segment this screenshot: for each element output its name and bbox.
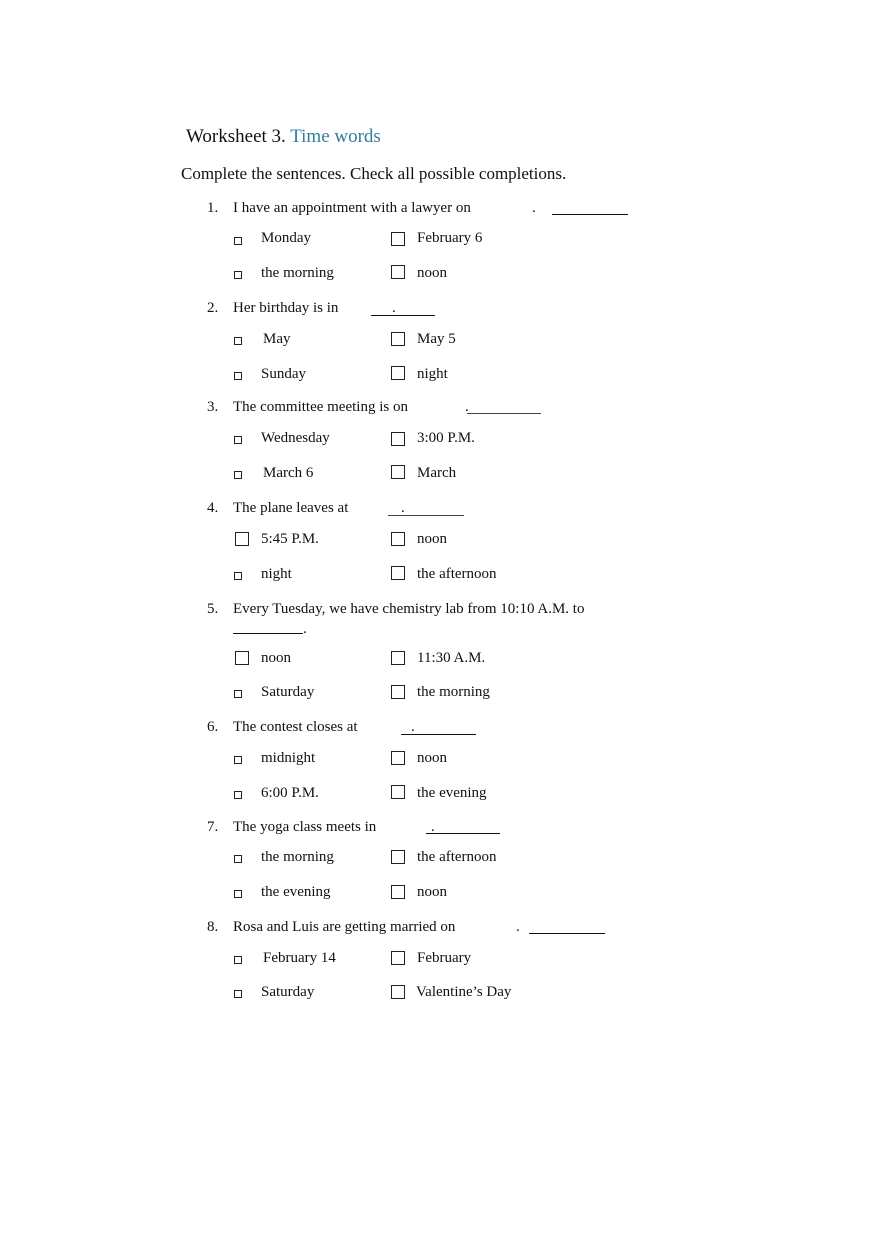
answer-blank[interactable] — [552, 214, 628, 215]
option-label: February 14 — [263, 950, 336, 966]
checkbox[interactable] — [234, 237, 242, 245]
checkbox[interactable] — [391, 432, 405, 446]
question-text: Every Tuesday, we have chemistry lab from 10:10 A.M. to — [233, 601, 585, 617]
checkbox[interactable] — [391, 985, 405, 999]
question-text: The committee meeting is on — [233, 399, 408, 415]
checkbox[interactable] — [234, 337, 242, 345]
question-text: Her birthday is in — [233, 300, 339, 316]
option-label: the afternoon — [417, 566, 497, 582]
checkbox[interactable] — [391, 951, 405, 965]
answer-blank[interactable] — [233, 633, 303, 634]
option-label: February — [417, 950, 472, 966]
period: . — [303, 621, 307, 637]
option-label: night — [261, 566, 292, 582]
option-label: 11:30 A.M. — [417, 650, 486, 666]
checkbox[interactable] — [235, 651, 249, 665]
period: . — [465, 399, 469, 415]
checkbox[interactable] — [234, 855, 242, 863]
question-text: Rosa and Luis are getting married on — [233, 919, 456, 935]
title-topic: Time words — [290, 126, 381, 147]
option-label: night — [417, 366, 448, 382]
option-label: the morning — [261, 849, 334, 865]
option-label: 3:00 P.M. — [417, 430, 475, 446]
option-label: the evening — [261, 884, 331, 900]
option-label: 6:00 P.M. — [261, 785, 319, 801]
period: . — [411, 719, 415, 735]
checkbox[interactable] — [234, 956, 242, 964]
question-number: 2. — [207, 300, 219, 316]
checkbox[interactable] — [391, 532, 405, 546]
checkbox[interactable] — [391, 885, 405, 899]
option-label: noon — [417, 750, 447, 766]
checkbox[interactable] — [391, 566, 405, 580]
option-label: Sunday — [261, 366, 306, 382]
checkbox[interactable] — [391, 850, 405, 864]
question-number: 5. — [207, 601, 219, 617]
option-label: Saturday — [261, 684, 315, 700]
question-text: The plane leaves at — [233, 500, 349, 516]
checkbox[interactable] — [234, 690, 242, 698]
question-text: The contest closes at — [233, 719, 358, 735]
option-label: noon — [417, 884, 447, 900]
checkbox[interactable] — [234, 436, 242, 444]
checkbox[interactable] — [391, 685, 405, 699]
checkbox[interactable] — [391, 651, 405, 665]
option-label: the morning — [417, 684, 490, 700]
option-label: the evening — [417, 785, 487, 801]
checkbox[interactable] — [234, 271, 242, 279]
option-label: noon — [417, 265, 447, 281]
option-label: midnight — [261, 750, 316, 766]
question-number: 1. — [207, 200, 219, 216]
instructions: Complete the sentences. Check all possible completions. — [181, 164, 567, 183]
checkbox[interactable] — [234, 471, 242, 479]
option-label: February 6 — [417, 230, 483, 246]
period: . — [401, 500, 405, 516]
checkbox[interactable] — [235, 532, 249, 546]
checkbox[interactable] — [234, 372, 242, 380]
question-number: 4. — [207, 500, 219, 516]
checkbox[interactable] — [391, 366, 405, 380]
checkbox[interactable] — [391, 332, 405, 346]
checkbox[interactable] — [234, 791, 242, 799]
answer-blank[interactable] — [426, 833, 500, 834]
option-label: the morning — [261, 265, 334, 281]
checkbox[interactable] — [391, 232, 405, 246]
answer-blank[interactable] — [371, 315, 435, 316]
period: . — [516, 919, 520, 935]
checkbox[interactable] — [234, 890, 242, 898]
option-label: noon — [417, 531, 447, 547]
question-text: The yoga class meets in — [233, 819, 377, 835]
option-label: March 6 — [263, 465, 314, 481]
checkbox[interactable] — [391, 465, 405, 479]
worksheet-title — [186, 126, 381, 148]
option-label: noon — [261, 650, 291, 666]
option-label: the afternoon — [417, 849, 497, 865]
title-prefix: Worksheet 3. — [186, 126, 286, 147]
answer-blank[interactable] — [529, 933, 605, 934]
option-label: May — [263, 331, 291, 347]
option-label: Monday — [261, 230, 311, 246]
question-number: 6. — [207, 719, 219, 735]
answer-blank[interactable] — [467, 413, 541, 414]
answer-blank[interactable] — [401, 734, 476, 735]
checkbox[interactable] — [234, 572, 242, 580]
option-label: March — [417, 465, 457, 481]
question-number: 3. — [207, 399, 219, 415]
option-label: Wednesday — [261, 430, 330, 446]
checkbox[interactable] — [391, 265, 405, 279]
checkbox[interactable] — [391, 785, 405, 799]
period: . — [431, 819, 435, 835]
option-label: Saturday — [261, 984, 315, 1000]
checkbox[interactable] — [234, 990, 242, 998]
question-text: I have an appointment with a lawyer on — [233, 200, 471, 216]
option-label: May 5 — [417, 331, 456, 347]
option-label: Valentine’s Day — [416, 984, 512, 1000]
checkbox[interactable] — [391, 751, 405, 765]
question-number: 7. — [207, 819, 219, 835]
question-number: 8. — [207, 919, 219, 935]
option-label: 5:45 P.M. — [261, 531, 319, 547]
checkbox[interactable] — [234, 756, 242, 764]
period: . — [392, 300, 396, 316]
period: . — [532, 200, 536, 216]
answer-blank[interactable] — [388, 515, 464, 516]
